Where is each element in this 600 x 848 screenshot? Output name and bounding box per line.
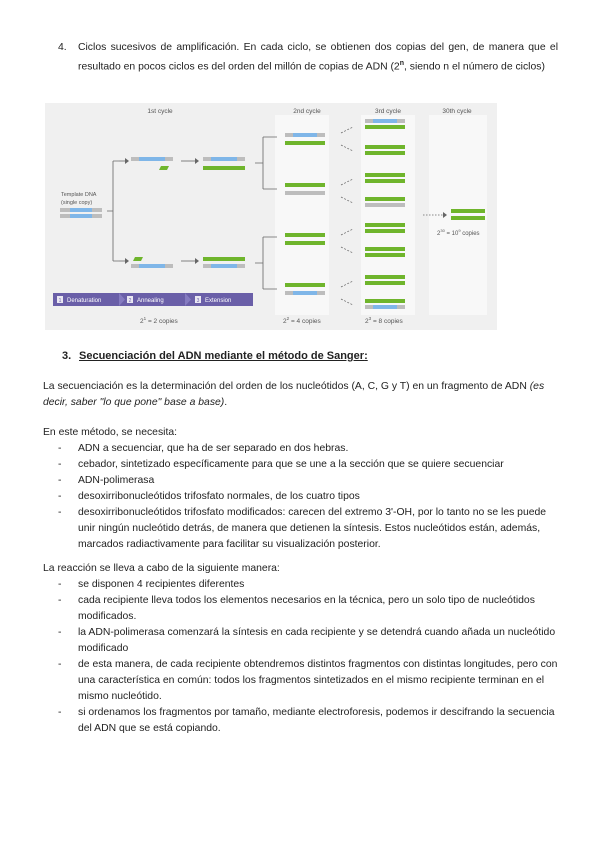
- template-label: Template DNA: [61, 192, 97, 198]
- pcr-figure: [45, 103, 497, 330]
- cycle-label-30: 30th cycle: [442, 108, 472, 115]
- reaction-intro: La reacción se lleva a cabo de la siguiente manera:: [43, 563, 280, 574]
- item-4-text: Ciclos sucesivos de amplificación. En cada ciclo, se obtienen dos copias del gen, de manera que el resultado en pocos ciclos es del orden del millón de copias de ADN (2$^n$, siendo n el número de ciclos): [78, 42, 558, 73]
- definition-paragraph: La secuenciación es la determinación del orden de los nucleótidos (A, C, G y T) en un fragmento de ADN (es decir, saber "lo que pone" base a base).: [43, 381, 545, 408]
- needs-list: [43, 441, 558, 553]
- list-item: - desoxirribonucleótidos trifosfato normales, de los cuatro tipos: [43, 489, 558, 505]
- cycle1-bottom-denatured: [131, 257, 173, 268]
- list-item: - de esta manera, de cada recipiente obtendremos distintos fragmentos con distintas longitudes, pero con una característica en común: todos los fragmentos sintetizados en el mismo recipiente terminan en el mismo nucleótido.: [43, 657, 558, 705]
- section-3-title: Secuenciación del ADN mediante el método de Sanger:: [79, 350, 368, 362]
- reaction-list: [43, 577, 558, 737]
- cycle1-bottom-extended: [203, 257, 245, 268]
- list-item: - cebador, sintetizado específicamente para que se une a la sección que se quiere secuenciar: [43, 457, 558, 473]
- step-annealing: Annealing: [137, 298, 164, 304]
- branch-lines: [107, 161, 125, 261]
- step-denaturation: Denaturation: [67, 298, 102, 304]
- svg-text:3: 3: [196, 298, 200, 304]
- item-4-number: 4.: [58, 42, 67, 53]
- needs-intro: En este método, se necesita:: [43, 427, 178, 438]
- cycle-label-3: 3rd cycle: [374, 108, 402, 115]
- copies-3: $2^3 = 8$ copies: [365, 316, 403, 325]
- cycle1-top-extended: [203, 157, 245, 170]
- steps-bar: [53, 293, 253, 306]
- cycle-label-2: 2nd cycle: [293, 108, 321, 115]
- cycle-label-1: 1st cycle: [147, 108, 173, 115]
- template-sublabel: (single copy): [61, 200, 93, 206]
- section-3-number: 3.: [62, 350, 72, 362]
- step-extension: Extension: [205, 298, 232, 304]
- template-dna: [60, 208, 102, 218]
- list-item: - cada recipiente lleva todos los elementos necesarios en la técnica, pero un solo tipo de nucleótidos modificados.: [43, 593, 558, 625]
- copies-1: $2^1 = 2$ copies: [140, 316, 178, 325]
- copies-2: $2^2 = 4$ copies: [283, 316, 321, 325]
- list-item: - se disponen 4 recipientes diferentes: [43, 577, 558, 593]
- list-item: - ADN a secuenciar, que ha de ser separado en dos hebras.: [43, 441, 558, 457]
- list-item: - desoxirribonucleótidos trifosfato modificados: carecen del extremo 3'-OH, por lo tanto no se les puede unir ningún nucleótido detrás, de manera que detienen la síntesis. Estos nucleótidos están, además, marcados radiactivamente para facilitar su visualización posterior.: [43, 505, 558, 553]
- list-item: - ADN-polimerasa: [43, 473, 558, 489]
- cycle1-top-denatured: [131, 157, 173, 170]
- copies-30: $2^{30} = 10^9$ copies: [437, 228, 480, 237]
- list-item: - si ordenamos los fragmentos por tamaño, mediante electroforesis, podemos ir descifrando la secuencia del ADN que se está copiando.: [43, 705, 558, 737]
- svg-text:1: 1: [58, 298, 62, 304]
- svg-text:2: 2: [128, 298, 132, 304]
- column-panel-30th: [429, 115, 487, 315]
- list-item: - la ADN-polimerasa comenzará la síntesis en cada recipiente y se detendrá cuando añada un nucleótido modificado: [43, 625, 558, 657]
